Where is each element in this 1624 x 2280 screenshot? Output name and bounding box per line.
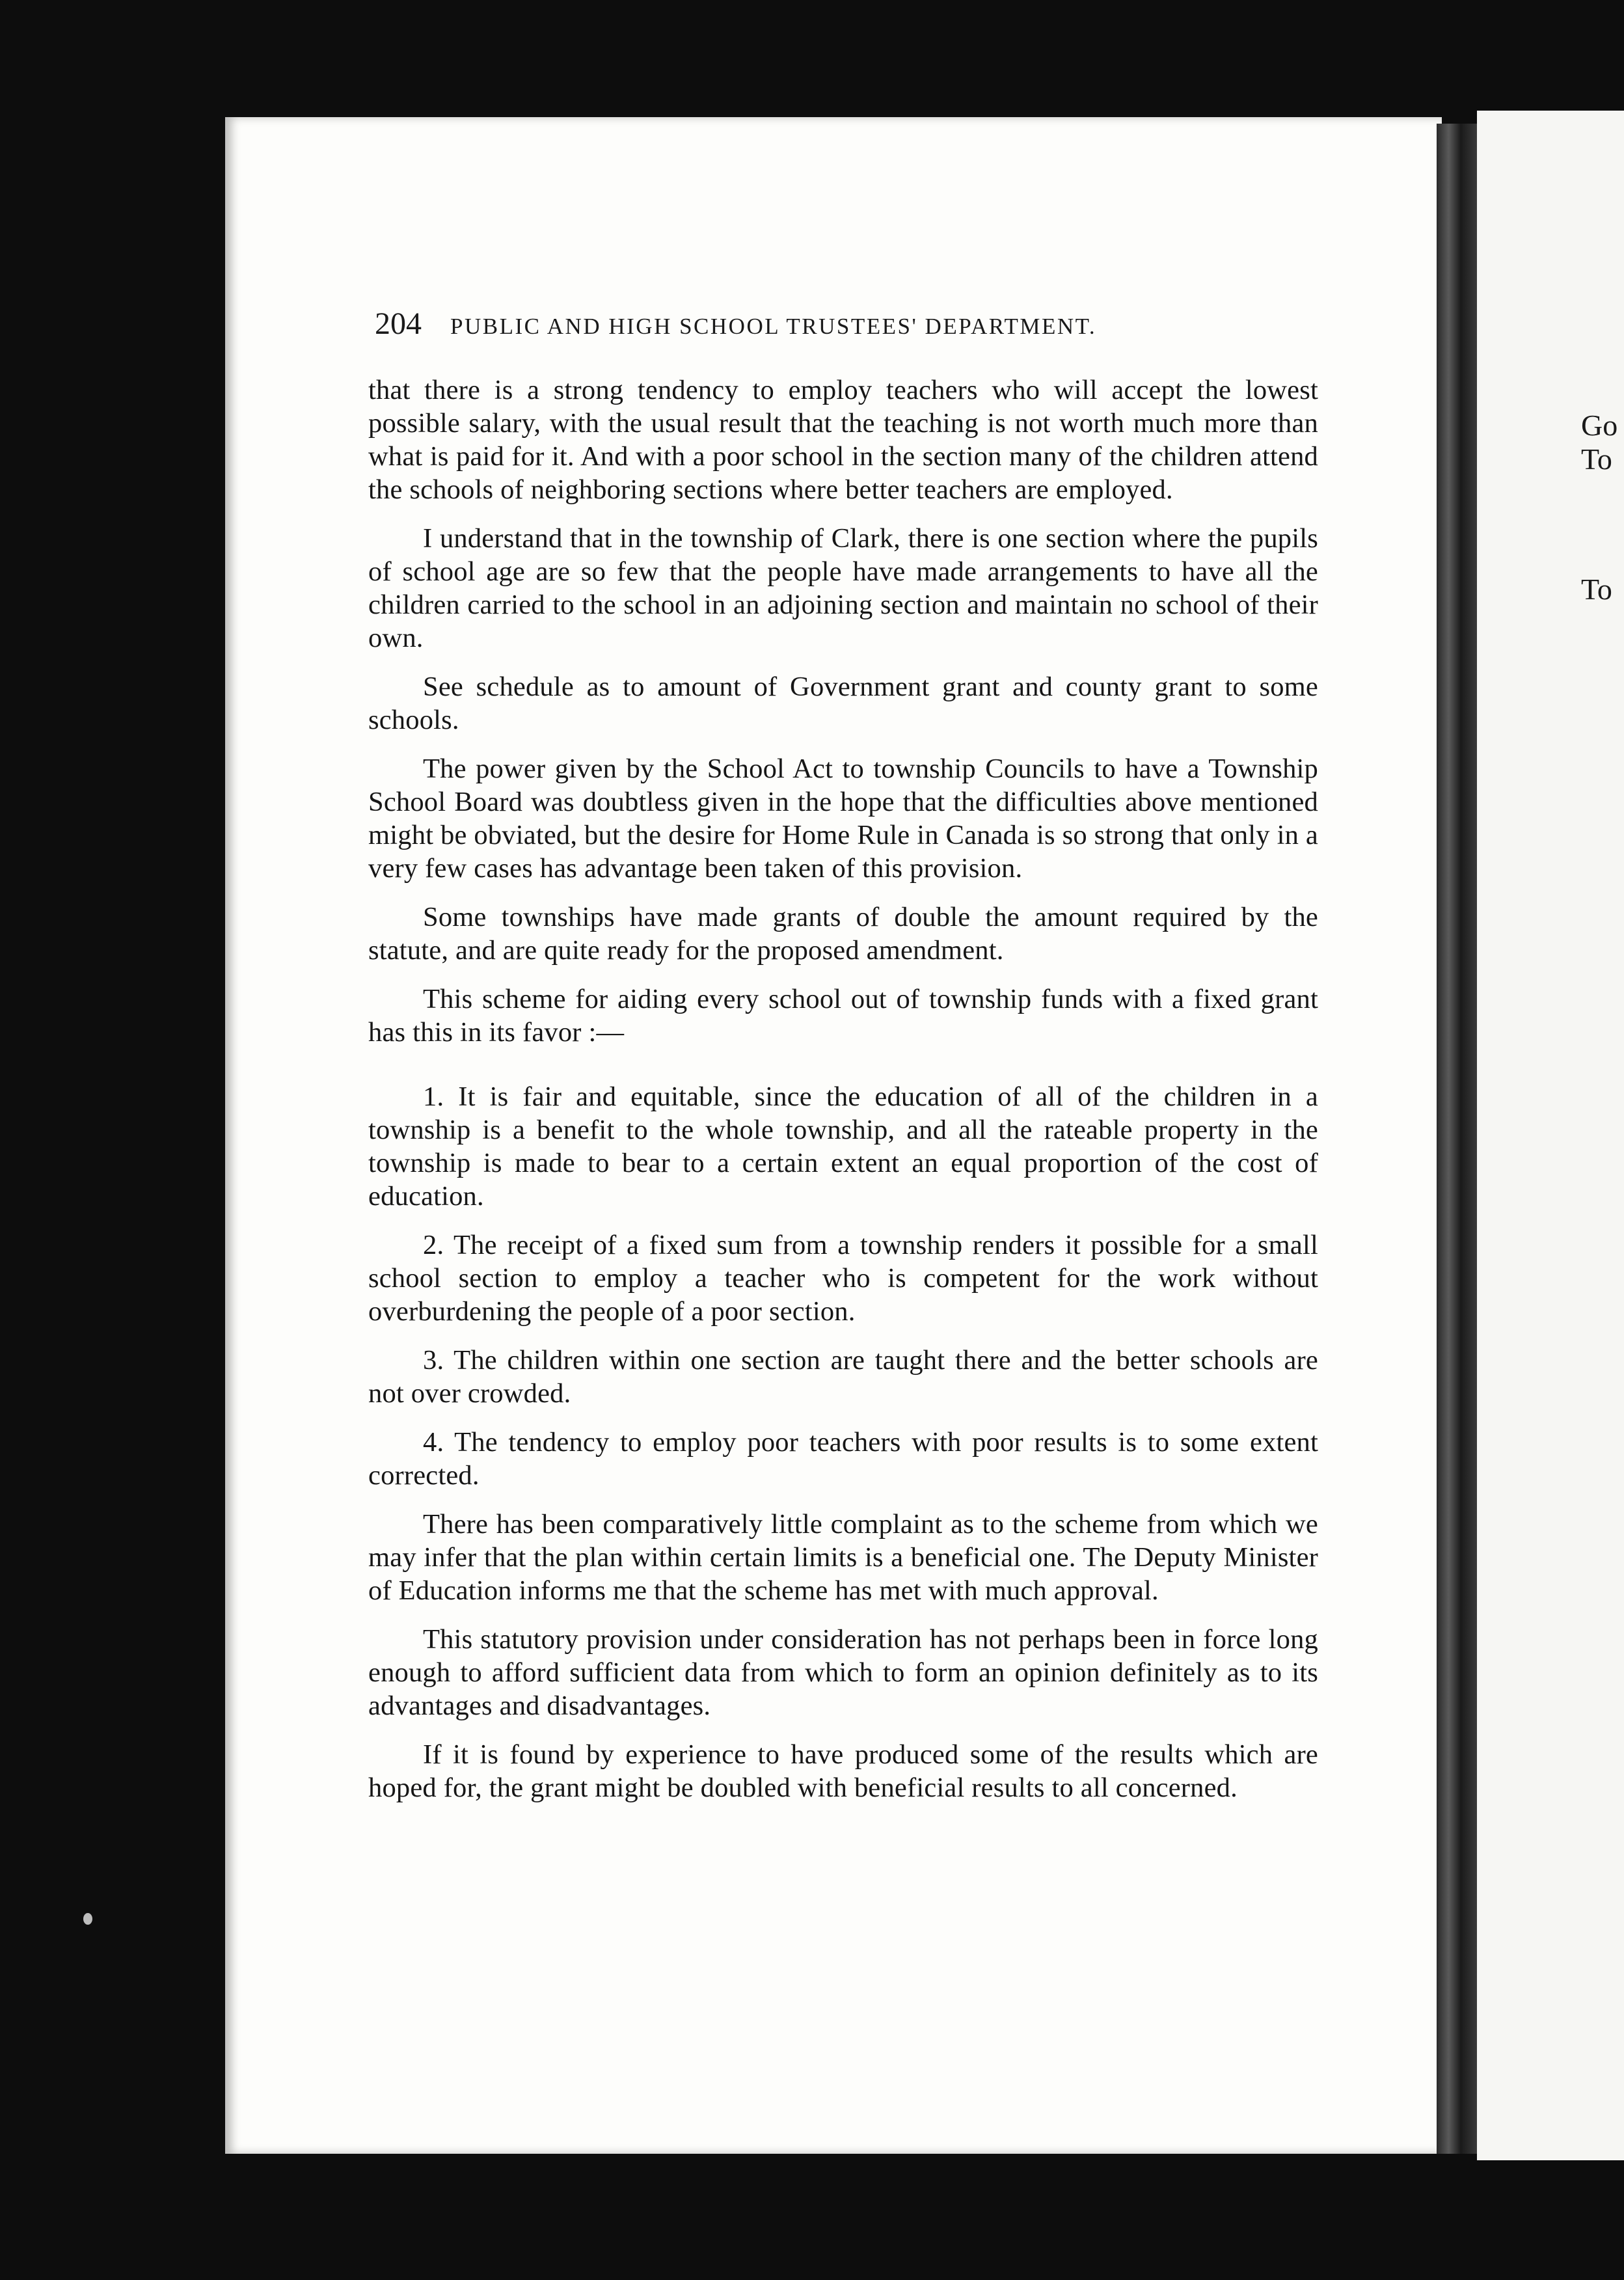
facing-page-fragment: Go xyxy=(1581,409,1618,442)
page-number: 204 xyxy=(375,306,422,341)
paragraph: This statutory provision under consideration has not perhaps been in force long enough to afford sufficient data from which to form an opinion definitely as to its advantages and disadvantages. xyxy=(368,1624,1318,1721)
paragraph: If it is found by experience to have produced some of the results which are hoped for, the grant might be doubled with beneficial results to all concerned. xyxy=(368,1739,1318,1803)
facing-page-fragment: To xyxy=(1581,573,1612,606)
running-head: PUBLIC AND HIGH SCHOOL TRUSTEES' DEPARTMENT. xyxy=(450,314,1097,339)
paragraph: Some townships have made grants of double the amount required by the statute, and are quite ready for the proposed amendment. xyxy=(368,902,1318,966)
list-item: 3. The children within one section are taught there and the better schools are not over crowded. xyxy=(368,1345,1318,1409)
paragraph: The power given by the School Act to township Councils to have a Township School Board was doubtless given in the hope that the difficulties above mentioned might be obviated, but the desire for Home Rule in Canada is so strong that only in a very few cases has advantage been taken of this provision. xyxy=(368,753,1318,884)
dust-speck xyxy=(83,1913,92,1925)
paragraph: that there is a strong tendency to employ teachers who will accept the lowest possible salary, with the usual result that the teaching is not worth much more than what is paid for it. And with a poor school in the section many of the children attend the schools of neighboring sections where better teachers are employed. xyxy=(368,375,1318,505)
paragraph: I understand that in the township of Clark, there is one section where the pupils of school age are so few that the people have made arrangements to have all the children carried to the school in an adjoining section and maintain no school of their own. xyxy=(368,523,1318,653)
paragraph: This scheme for aiding every school out of township funds with a fixed grant has this in its favor :— xyxy=(368,984,1318,1048)
page-header xyxy=(375,306,1318,351)
paragraph: There has been comparatively little complaint as to the scheme from which we may infer that the plan within certain limits is a beneficial one. The Deputy Minister of Education informs me that the scheme has met with much approval. xyxy=(368,1509,1318,1606)
list-item: 2. The receipt of a fixed sum from a township renders it possible for a small school section to employ a teacher who is competent for the work without overburdening the people of a poor section. xyxy=(368,1230,1318,1327)
list-item: 1. It is fair and equitable, since the education of all of the children in a township is a benefit to the whole township, and all the rateable property in the township is made to bear to a certain extent an equal proportion of the cost of education. xyxy=(368,1081,1318,1212)
page-body xyxy=(368,373,1318,1820)
book-gutter xyxy=(1437,124,1477,2154)
list-item: 4. The tendency to employ poor teachers with poor results is to some extent corrected. xyxy=(368,1427,1318,1491)
paragraph: See schedule as to amount of Government grant and county grant to some schools. xyxy=(368,672,1318,735)
facing-page-fragment: To xyxy=(1581,442,1612,476)
